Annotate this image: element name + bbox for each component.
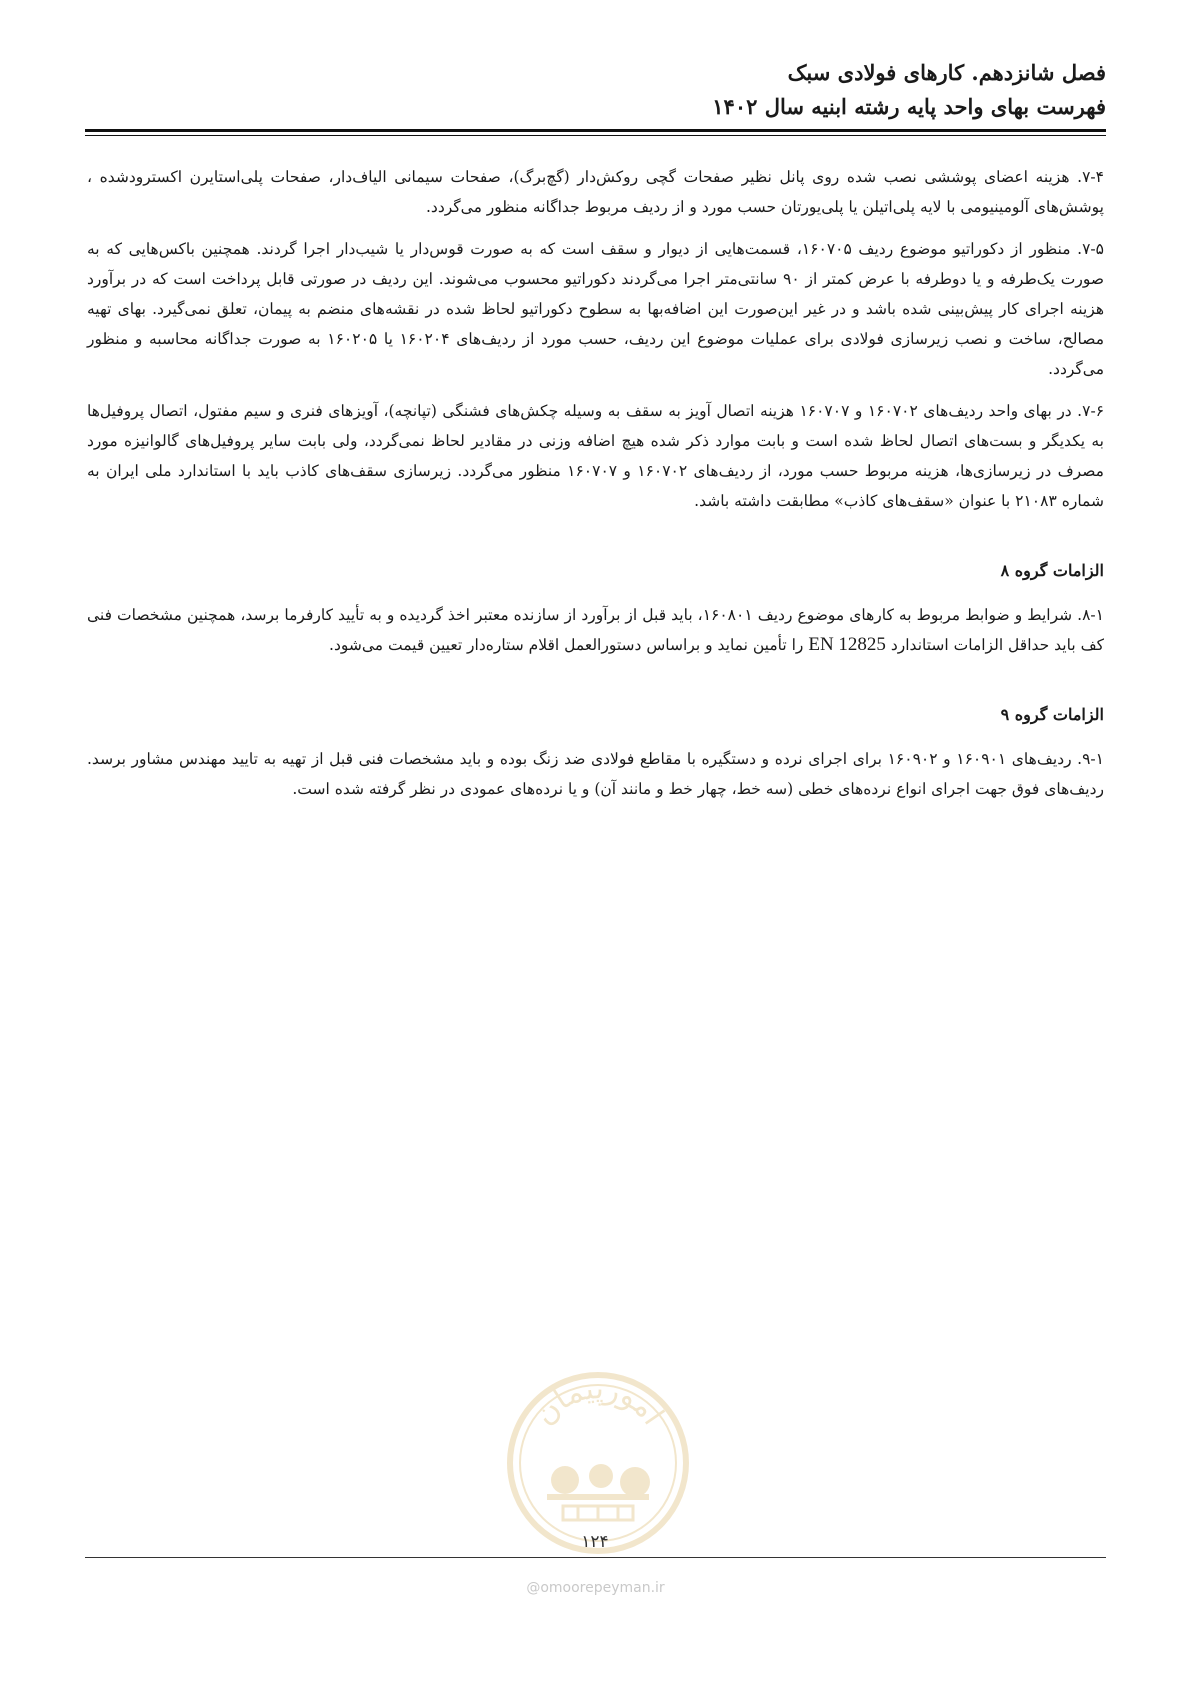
paragraph-8-1-before: ۸-۱. شرایط و ضوابط مربوط به کارهای موضوع ردیف ۱۶۰۸۰۱، باید قبل از برآورد از سازنده معتبر اخذ گردیده و به تأیید کارفرما برسد، همچنین مشخصات فنی کف باید حداقل الزامات استاندارد [87,606,1104,654]
paragraph-8-1-after: را تأمین نماید و براساس دستورالعمل اقلام ستاره‌دار تعیین قیمت می‌شود. [329,636,804,654]
page-number: ۱۲۴ [581,1532,609,1552]
header-rule-thick [85,129,1106,132]
chapter-title: فصل شانزدهم. کارهای فولادی سبک [787,60,1106,85]
paragraph-7-5: ۷-۵. منظور از دکوراتیو موضوع ردیف ۱۶۰۷۰۵، قسمت‌هایی از دیوار و سقف است که به صورت قوس‌دار یا شیب‌دار اجرا گردند. همچنین باکس‌هایی که به صورت یک‌طرفه و یا دوطرفه با عرض کمتر از ۹۰ سانتی‌متر اجرا می‌گردند دکوراتیو محسوب می‌شوند. این ردیف در صورتی قابل پرداخت است که در برآورد هزینه اجرای کار پیش‌بینی شده باشد و در غیر این‌صورت این اضافه‌بها به سطوح دکوراتیو لحاظ شده در نقشه‌های منضم به پیمان، تعلق نمی‌گیرد. بهای تهیه مصالح، ساخت و نصب زیرسازی فولادی برای عملیات موضوع این ردیف، حسب مورد از ردیف‌های ۱۶۰۲۰۴ یا ۱۶۰۲۰۵ به صورت جداگانه محاسبه و منظور می‌گردد. [87,240,1105,378]
footer-site-text: @omoorepeyman.ir [526,1580,665,1596]
page-header [85,56,1106,124]
watermark-logo [503,1368,693,1558]
group-9-title: الزامات گروه ۹ [1000,705,1104,724]
footer-rule [85,1557,1106,1558]
header-rule-thin [85,135,1106,136]
catalog-title: فهرست بهای واحد پایه رشته ابنیه سال ۱۴۰۲ [712,94,1106,119]
standard-code: EN 12825 [808,634,886,655]
paragraph-7-4: ۷-۴. هزینه اعضای پوششی نصب شده روی پانل نظیر صفحات گچی روکش‌دار (گچ‌برگ)، صفحات سیمانی الیاف‌دار، صفحات پلی‌استایرن اکسترودشده ، پوشش‌های آلومینیومی با لایه پلی‌اتیلن یا پلی‌یورتان حسب مورد و از ردیف مربوط جداگانه منظور می‌گردد. [87,168,1104,216]
watermark-text: امورپیمان [526,1371,671,1432]
paragraph-7-6: ۷-۶. در بهای واحد ردیف‌های ۱۶۰۷۰۲ و ۱۶۰۷۰۷ هزینه اتصال آویز به سقف به وسیله چکش‌های فشنگی (تپانچه)، آویزهای فنری و سیم مفتول، اتصال پروفیل‌ها به یکدیگر و بست‌های اتصال لحاظ شده است و بابت موارد ذکر شده هیچ اضافه وزنی در مقادیر لحاظ نمی‌گردد، ولی بابت سایر پروفیل‌های گالوانیزه مورد مصرف در زیرسازی‌ها، هزینه مربوط حسب مورد، از ردیف‌های ۱۶۰۷۰۲ و ۱۶۰۷۰۷ منظور می‌گردد. زیرسازی سقف‌های کاذب باید با استاندارد ملی ایران به شماره ۲۱۰۸۳ با عنوان «سقف‌های کاذب» مطابقت داشته باشد. [87,402,1105,510]
paragraph-8-1 [87,600,1104,660]
paragraph-9-1: ۹-۱. ردیف‌های ۱۶۰۹۰۱ و ۱۶۰۹۰۲ برای اجرای نرده و دستگیره با مقاطع فولادی ضد زنگ بوده و باید مشخصات فنی قبل از تهیه به تایید مهندس مشاور برسد. ردیف‌های فوق جهت اجرای انواع نرده‌های خطی (سه خط، چهار خط و مانند آن) و یا نرده‌های عمودی در نظر گرفته شده است. [87,750,1104,798]
group-8-title: الزامات گروه ۸ [1000,561,1104,580]
page-content [87,162,1104,816]
